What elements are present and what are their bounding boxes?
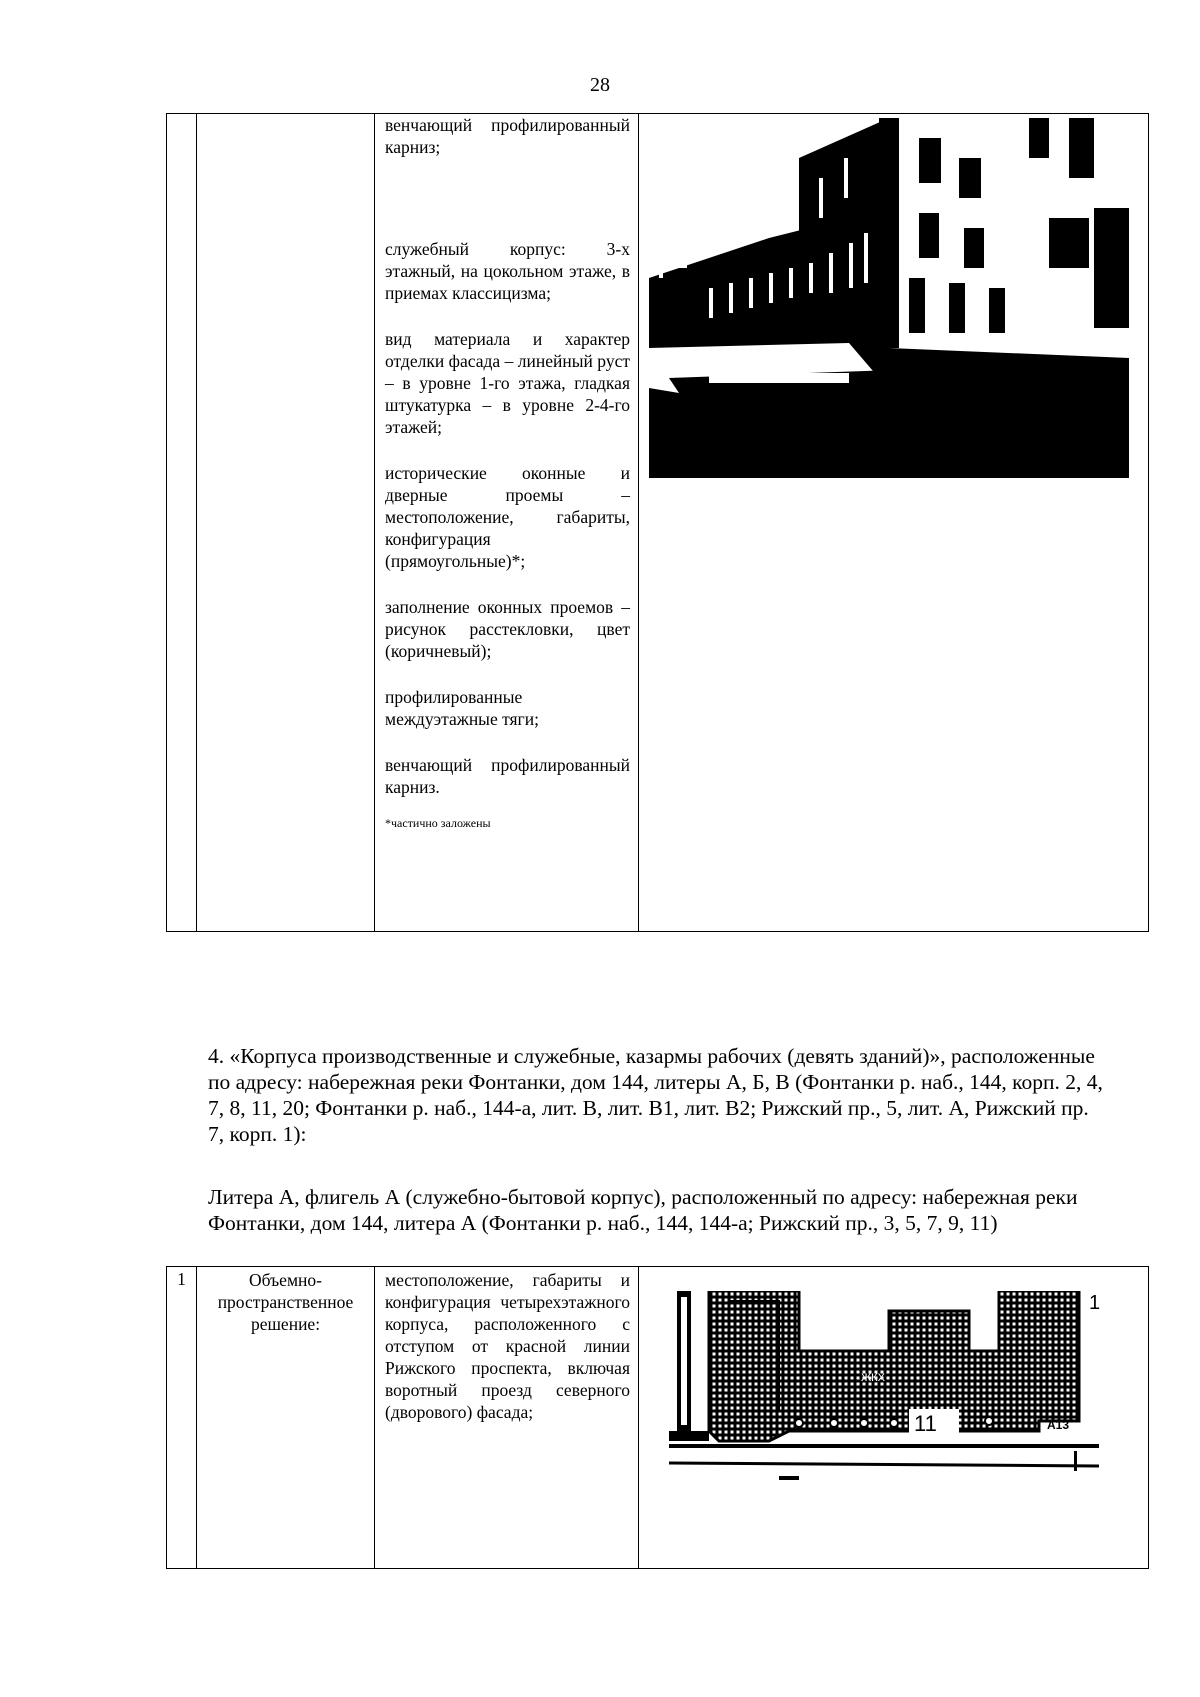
protected-elements-table xyxy=(166,1266,1149,1569)
description-cell xyxy=(375,1267,639,1569)
description-paragraph: профилированные междуэтажные тяги; xyxy=(385,687,539,729)
right-label: 1 xyxy=(1089,1292,1101,1314)
description-cell xyxy=(375,114,639,932)
description-paragraph: исторические оконные и дверные проемы – местоположение, габариты, конфигурация (прямоугольные)*; xyxy=(385,463,630,571)
building-facade-photo xyxy=(649,118,1129,478)
description-paragraph: венчающий профилированный карниз. xyxy=(385,755,630,797)
page-number: 28 xyxy=(590,74,610,96)
litera-heading-text: Литера А, флигель А (служебно-бытовой корпус), расположенный по адресу: набережная реки Фонтанки, дом 144, литера А (Фонтанки р. наб., 144, 144-а; Рижский пр., 3, 5, 7, 9, 11) xyxy=(208,1185,1078,1235)
element-name: Объемно-пространственное решение: xyxy=(217,1270,354,1334)
protected-elements-table-continued xyxy=(166,113,1149,932)
description-paragraph: служебный корпус: 3-х этажный, на цокольном этаже, в приемах классицизма; xyxy=(385,239,630,303)
site-plan-map xyxy=(669,1291,1109,1491)
object-heading xyxy=(208,1043,1108,1147)
element-name-cell xyxy=(197,1267,375,1569)
description-paragraph: вид материала и характер отделки фасада – линейный руст – в уровне 1-го этажа, гладкая штукатурка – в уровне 2-4-го этажей; xyxy=(385,329,630,437)
row-number-cell xyxy=(167,114,197,932)
photo-cell xyxy=(639,114,1149,932)
description-paragraph: венчающий профилированный карниз; xyxy=(385,115,630,157)
element-name-cell xyxy=(197,114,375,932)
corner-label: А13 xyxy=(1047,1418,1070,1432)
description-paragraph: местоположение, габариты и конфигурация четырехэтажного корпуса, расположенного с отступом от красной линии Рижского проспекта, включая воротный проезд северного (дворового) фасада; xyxy=(385,1270,630,1422)
object-heading-text: 4. «Корпуса производственные и служебные, казармы рабочих (девять зданий)», расположенные по адресу: набережная реки Фонтанки, дом 144, литеры А, Б, В (Фонтанки р. наб., 144, корп. 2, 4, 7, 8, 11, 20; Фонтанки р. наб., 144-а, лит. В, лит. В1, лит. В2; Рижский пр., 5, лит. А, Рижский пр. 7, корп. 1): xyxy=(208,1044,1103,1146)
description-text xyxy=(375,114,638,834)
building-number-label: 11 xyxy=(914,1411,937,1436)
row-number: 1 xyxy=(177,1269,186,1289)
description-paragraph: заполнение оконных проемов – рисунок расстекловки, цвет (коричневый); xyxy=(385,597,630,661)
description-text xyxy=(375,1267,638,1423)
footnote: *частично заложены xyxy=(385,816,491,830)
map-cell xyxy=(639,1267,1149,1569)
litera-heading xyxy=(208,1184,1108,1236)
center-label: ЖКХ xyxy=(861,1372,885,1384)
row-number-cell xyxy=(167,1267,197,1569)
